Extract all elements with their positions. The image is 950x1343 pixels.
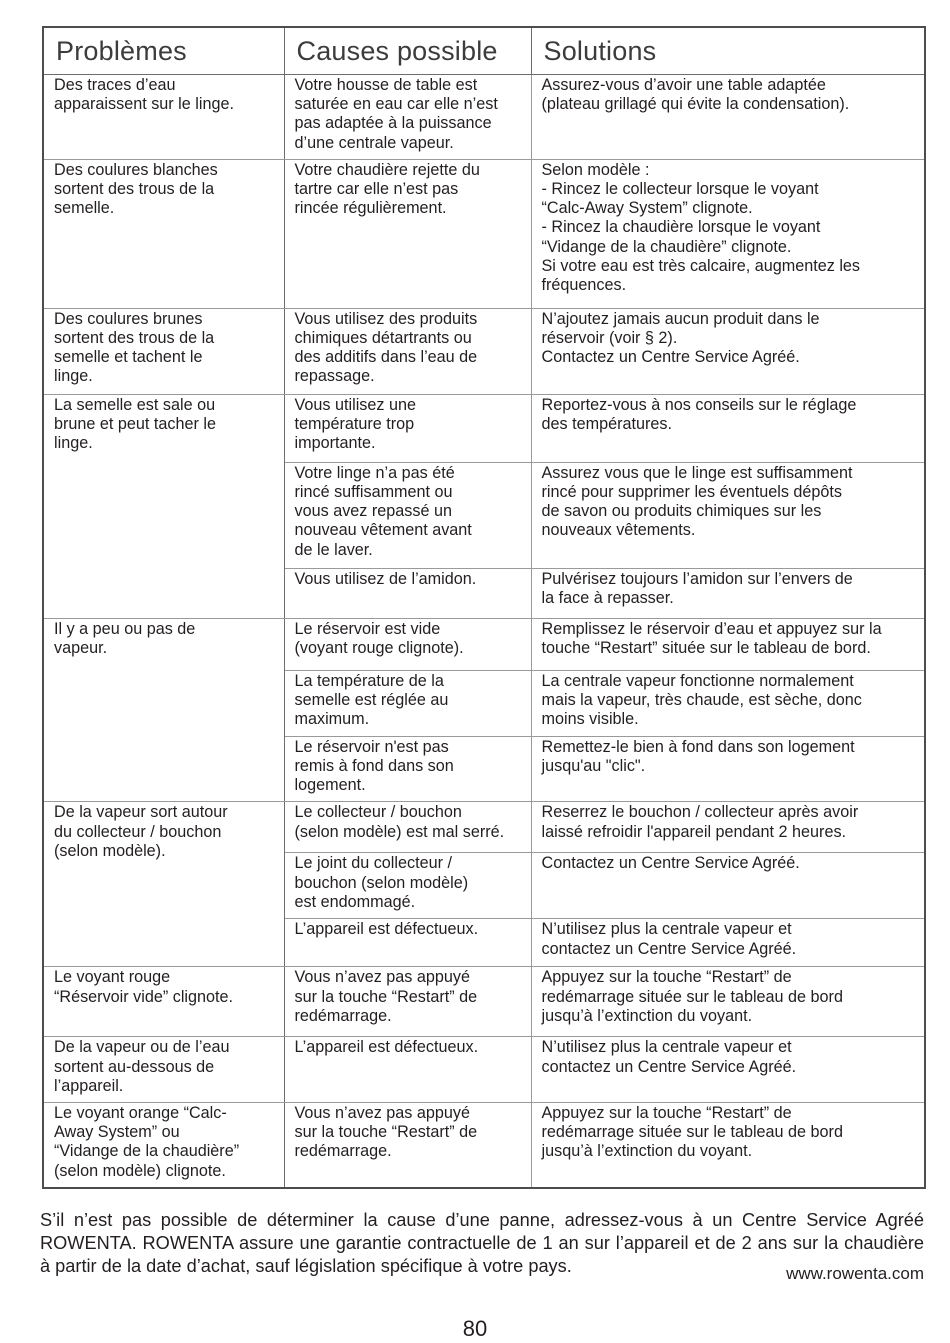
solution-cell: Remplissez le réservoir d’eau et appuyez sur la touche “Restart” située sur le tableau de bord.: [531, 618, 925, 670]
cause-cell: Votre chaudière rejette du tartre car elle n’est pas rincée régulièrement.: [284, 159, 531, 308]
solution-cell: Contactez un Centre Service Agréé.: [531, 853, 925, 919]
table-row: [43, 967, 925, 1037]
table-header: [43, 27, 925, 75]
solution-cell: Appuyez sur la touche “Restart” de redémarrage située sur le tableau de bord jusqu’à l’extinction du voyant.: [531, 1103, 925, 1188]
problem-cell: Des traces d’eau apparaissent sur le linge.: [43, 75, 284, 160]
table-row: [43, 75, 925, 160]
table-row: [43, 308, 925, 394]
cause-cell: Le joint du collecteur / bouchon (selon modèle) est endommagé.: [284, 853, 531, 919]
problem-cell: Il y a peu ou pas de vapeur.: [43, 618, 284, 802]
cause-cell: Vous utilisez de l’amidon.: [284, 568, 531, 618]
solution-cell: N’ajoutez jamais aucun produit dans le réservoir (voir § 2). Contactez un Centre Service Agréé.: [531, 308, 925, 394]
website-link[interactable]: www.rowenta.com: [786, 1264, 924, 1283]
table-row: [43, 1103, 925, 1188]
solution-cell: Reserrez le bouchon / collecteur après avoir laissé refroidir l'appareil pendant 2 heures.: [531, 802, 925, 853]
cause-cell: Vous utilisez une température trop importante.: [284, 394, 531, 462]
cause-cell: Le réservoir n'est pas remis à fond dans son logement.: [284, 736, 531, 802]
solution-cell: Reportez-vous à nos conseils sur le réglage des températures.: [531, 394, 925, 462]
cause-cell: Votre housse de table est saturée en eau car elle n’est pas adaptée à la puissance d’une centrale vapeur.: [284, 75, 531, 160]
solution-cell: La centrale vapeur fonctionne normalement mais la vapeur, très chaude, est sèche, donc moins visible.: [531, 670, 925, 736]
table-row: [43, 1037, 925, 1103]
cause-cell: La température de la semelle est réglée au maximum.: [284, 670, 531, 736]
cause-cell: L’appareil est défectueux.: [284, 919, 531, 967]
table-row: [43, 618, 925, 670]
cause-cell: Vous n’avez pas appuyé sur la touche “Restart” de redémarrage.: [284, 1103, 531, 1188]
solution-cell: Appuyez sur la touche “Restart” de redémarrage située sur le tableau de bord jusqu’à l’extinction du voyant.: [531, 967, 925, 1037]
problem-cell: Des coulures brunes sortent des trous de la semelle et tachent le linge.: [43, 308, 284, 394]
troubleshooting-table: [42, 26, 926, 1189]
problem-cell: De la vapeur sort autour du collecteur / bouchon (selon modèle).: [43, 802, 284, 967]
solution-cell: N’utilisez plus la centrale vapeur et contactez un Centre Service Agréé.: [531, 1037, 925, 1103]
page-number: 80: [462, 1316, 488, 1341]
solution-cell: Assurez vous que le linge est suffisamment rincé pour supprimer les éventuels dépôts de savon ou produits chimiques sur les nouveaux vêtements.: [531, 462, 925, 568]
header-causes: Causes possible: [284, 27, 531, 75]
header-problems: Problèmes: [43, 27, 284, 75]
problem-cell: Le voyant orange “Calc- Away System” ou “Vidange de la chaudière” (selon modèle) clignote.: [43, 1103, 284, 1188]
table-body: [43, 75, 925, 1188]
table-row: [43, 394, 925, 462]
service-note: S’il n’est pas possible de déterminer la cause d’une panne, adressez-vous à un Centre Service Agréé ROWENTA. ROWENTA assure une garantie contractuelle de 1 an sur l’appareil et de 2 ans sur la chaudière à partir de la date d’achat, sauf législation spécifique à votre pays.: [40, 1210, 924, 1277]
cause-cell: Le réservoir est vide (voyant rouge clignote).: [284, 618, 531, 670]
problem-cell: Le voyant rouge “Réservoir vide” clignote.: [43, 967, 284, 1037]
table-row: [43, 802, 925, 853]
table-row: [43, 159, 925, 308]
solution-cell: Selon modèle : - Rincez le collecteur lorsque le voyant “Calc-Away System” clignote. - Rincez la chaudière lorsque le voyant “Vidange de la chaudière” clignote. Si votre eau est très calcaire, augmentez les fréquences.: [531, 159, 925, 308]
problem-cell: Des coulures blanches sortent des trous de la semelle.: [43, 159, 284, 308]
cause-cell: Le collecteur / bouchon (selon modèle) est mal serré.: [284, 802, 531, 853]
solution-cell: Assurez-vous d’avoir une table adaptée (plateau grillagé qui évite la condensation).: [531, 75, 925, 160]
solution-cell: Pulvérisez toujours l’amidon sur l’envers de la face à repasser.: [531, 568, 925, 618]
solution-cell: N’utilisez plus la centrale vapeur et contactez un Centre Service Agréé.: [531, 919, 925, 967]
header-solutions: Solutions: [531, 27, 925, 75]
solution-cell: Remettez-le bien à fond dans son logement jusqu'au "clic".: [531, 736, 925, 802]
cause-cell: L’appareil est défectueux.: [284, 1037, 531, 1103]
cause-cell: Vous n’avez pas appuyé sur la touche “Restart” de redémarrage.: [284, 967, 531, 1037]
cause-cell: Vous utilisez des produits chimiques détartrants ou des additifs dans l’eau de repassage.: [284, 308, 531, 394]
problem-cell: La semelle est sale ou brune et peut tacher le linge.: [43, 394, 284, 618]
cause-cell: Votre linge n’a pas été rincé suffisamment ou vous avez repassé un nouveau vêtement avant de le laver.: [284, 462, 531, 568]
problem-cell: De la vapeur ou de l’eau sortent au-dessous de l’appareil.: [43, 1037, 284, 1103]
